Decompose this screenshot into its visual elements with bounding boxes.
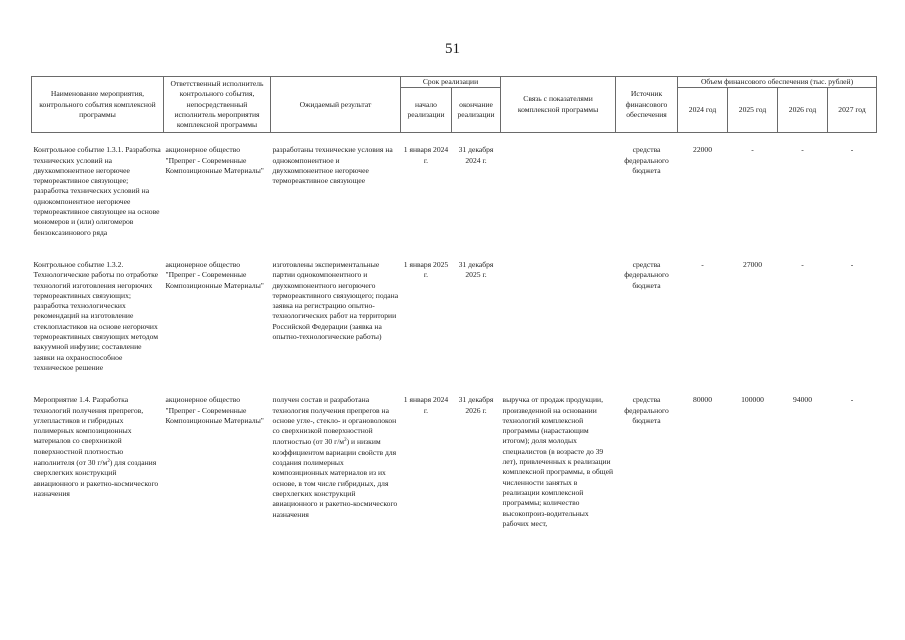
header-result: Ожидаемый результат	[271, 77, 401, 133]
row-result	[271, 395, 401, 529]
row-2025: -	[751, 145, 754, 155]
row-2024: 22000	[693, 145, 712, 155]
header-name: Наименование мероприятия, контрольного события комплексной программы	[32, 77, 164, 133]
header-2026: 2026 год	[778, 88, 828, 133]
row-result-text-end: ) и низким коэффициентом вариации свойств для создания полимерных композиционных материалов из их основе, в том числе гибридных, для сверхлегких конструкций авиационного и ракетно-космического назначения	[272, 437, 398, 519]
row-name: Контрольное событие 1.3.1. Разработка технических условий на двухкомпонентное негорючее термореактивное связующее; разработка технических условий на однокомпонентное негорючее термореактивное связующее на основе мономеров и (или) олигомеров бензоксазинового ряда	[33, 145, 161, 237]
row-start: 1 января 2025 г.	[403, 259, 449, 280]
row-result: разработаны технические условия на однокомпонентное и двухкомпонентное негорючее термореактивное связующее	[272, 145, 393, 186]
row-name	[32, 395, 164, 529]
row-link	[501, 145, 616, 260]
row-2027: -	[850, 259, 854, 269]
row-link	[501, 260, 616, 395]
row-source: средства федерального бюджета	[624, 259, 669, 290]
program-table	[31, 76, 877, 529]
row-2024: -	[701, 259, 704, 269]
row-end: 31 декабря 2026 г.	[458, 395, 494, 415]
header-period: Срок реализации	[401, 77, 501, 88]
header-2027: 2027 год	[828, 88, 877, 133]
header-funding: Объем финансового обеспечения (тыс. рублей)	[678, 77, 877, 88]
header-end: окончание реализации	[452, 88, 501, 133]
header-start: начало реализации	[401, 88, 452, 133]
row-2025: 100000	[741, 395, 764, 405]
header-responsible: Ответственный исполнитель контрольного события, непосредственный исполнитель мероприятия комплексной программы	[164, 77, 271, 133]
row-end: 31 декабря 2024 г.	[458, 145, 494, 165]
table-row	[32, 260, 877, 395]
row-responsible: акционерное общество "Препрег - Современные Композиционные Материалы"	[165, 395, 264, 425]
row-name-superscript: 2	[107, 459, 110, 465]
row-2026: -	[801, 145, 804, 155]
row-2027: -	[850, 395, 854, 405]
row-name: Контрольное событие 1.3.2. Технологические работы по отработке технологий изготовления негорючих термореактивных связующих; разработка технологических рекомендаций на изготовление стеклопластиков на основе негорючих термореактивных связующих методом вакуумной инфузии; составление заявки на охраноспособное техническое решение	[33, 259, 159, 372]
row-end: 31 декабря 2025 г.	[458, 259, 494, 280]
table-row	[32, 395, 877, 529]
row-2026: 94000	[793, 395, 812, 405]
row-responsible: акционерное общество "Препрег - Современные Композиционные Материалы"	[165, 145, 264, 175]
row-source: средства федерального бюджета	[624, 145, 669, 175]
row-result: изготовлены экспериментальные партии однокомпонентного и двухкомпонентного негорючего термореактивного связующего; подана заявка на регистрацию опытно-технологических работ на территории Российской Федерации (заявка на опытно-технологические работы)	[272, 259, 399, 342]
row-responsible: акционерное общество "Препрег - Современные Композиционные Материалы"	[165, 259, 264, 290]
row-name-text: Мероприятие 1.4. Разработка технологий получения препрегов, углепластиков и гибридных полимерных композиционных материалов со сверхнизкой поверхностной плотностью наполнителя (от 30 г/м	[33, 395, 144, 468]
row-2027: -	[850, 145, 854, 155]
row-link: выручка от продаж продукции, произведенной на основании технологий комплексной программы (нарастающим итогом); доля молодых специалистов (в возрасте до 39 лет), привлеченных к реализации комплексной программы, в общей численности занятых в реализации комплексной программы; количество высокопроиз-водительных рабочих мест,	[502, 395, 614, 528]
row-result-text: получен состав и разработана технология получения препрегов на основе угле-, стекло- и органоволокон со сверхнизкой поверхностной плотностью (от 30 г/м	[272, 395, 397, 447]
row-result-superscript: 2	[344, 438, 347, 444]
row-source: средства федерального бюджета	[624, 395, 669, 425]
row-2026: -	[801, 259, 804, 269]
row-2024: 80000	[693, 395, 712, 405]
header-link: Связь с показателями комплексной программы	[501, 77, 616, 133]
row-start: 1 января 2024 г.	[403, 395, 449, 415]
header-source: Источник финансового обеспечения	[616, 77, 678, 133]
row-name-text-end: ) для создания сверхлегких конструкций авиационного и ракетно-космического назначения	[33, 458, 159, 498]
header-2024: 2024 год	[678, 88, 728, 133]
page-number: 51	[445, 41, 460, 57]
row-2025: 27000	[743, 259, 762, 269]
header-2025: 2025 год	[728, 88, 778, 133]
row-start: 1 января 2024 г.	[403, 145, 449, 165]
table-row	[32, 145, 877, 260]
